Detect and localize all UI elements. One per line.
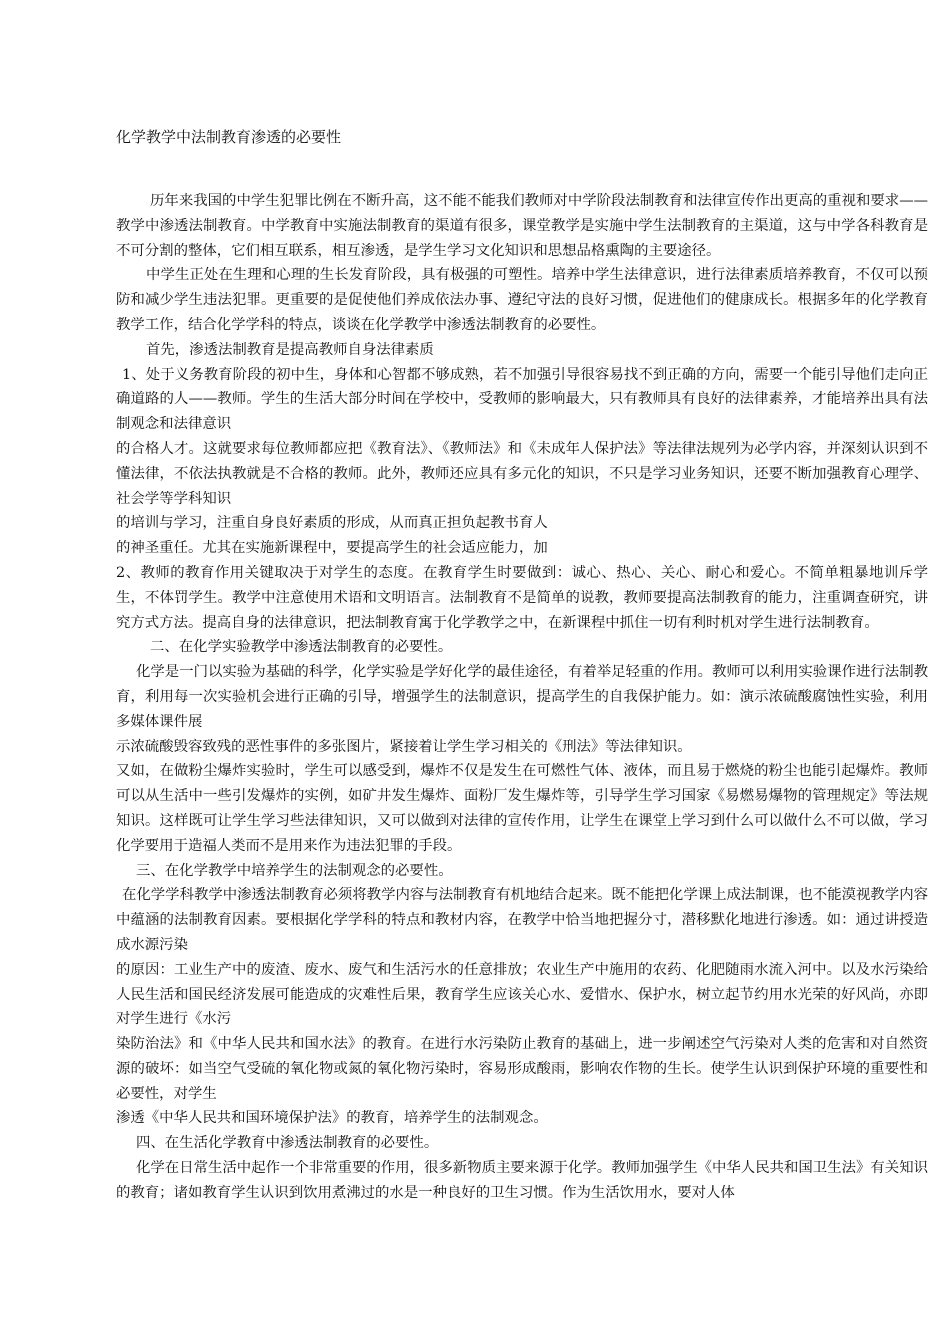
paragraph-students: 中学生正处在生理和心理的生长发育阶段，具有极强的可塑性。培养中学生法律意识，进行法律素质培养教育，不仅可以预防和减少学生违法犯罪。更重要的是促使他们养成依法办事、遵纪守法的良好习惯，促进他们的健康成长。根据多年的化学教育教学工作，结合化学学科的特点，谈谈在化学教学中渗透法制教育的必要性。: [116, 267, 928, 333]
heading-third: 三、在化学教学中培养学生的法制观念的必要性。: [136, 862, 453, 879]
heading-first: 首先，渗透法制教育是提高教师自身法律素质: [146, 341, 434, 358]
paragraph-point-1: 1、处于义务教育阶段的初中生，身体和心智都不够成熟，若不加强引导很容易找不到正确的方向，需要一个能引导他们走向正确道路的人——教师。学生的生活大部分时间在学校中，受教师的影响最大，只有教师具有良好的法律素养，才能培养出具有法制观念和法律意识: [116, 366, 928, 433]
paragraph-continued: 的神圣重任。尤其在实施新课程中，要提高学生的社会适应能力，加: [116, 540, 548, 557]
paragraph-continued: 的培训与学习，注重自身良好素质的形成，从而真正担负起教书育人: [116, 515, 548, 532]
paragraph-experiment: 化学是一门以实验为基础的科学，化学实验是学好化学的最佳途径，有着举足轻重的作用。教师可以利用实验课作进行法制教育，利用每一次实验机会进行正确的引导，增强学生的法制意识，提高学生的自我保护能力。如：演示浓硫酸腐蚀性实验，利用多媒体课件展: [116, 664, 928, 730]
document-page: [116, 126, 928, 1206]
document-title: 化学教学中法制教育渗透的必要性: [116, 128, 342, 146]
heading-fourth: 四、在生活化学教育中渗透法制教育的必要性。: [136, 1135, 439, 1152]
paragraph-continued: 渗透《中华人民共和国环境保护法》的教育，培养学生的法制观念。: [116, 1110, 548, 1127]
heading-second: 二、在化学实验教学中渗透法制教育的必要性。: [150, 639, 453, 656]
paragraph-continued: 的原因：工业生产中的废渣、废水、废气和生活污水的任意排放；农业生产中施用的农药、化肥随雨水流入河中。以及水污染给人民生活和国民经济发展可能造成的灾难性后果，教育学生应该关心水、爱惜水、保护水，树立起节约用水光荣的好风尚，亦即对学生进行《水污: [116, 961, 928, 1028]
paragraph-dust-explosion: 又如，在做粉尘爆炸实验时，学生可以感受到，爆炸不仅是发生在可燃性气体、液体，而且易于燃烧的粉尘也能引起爆炸。教师可以从生活中一些引发爆炸的实例，如矿井发生爆炸、面粉厂发生爆炸等，引导学生学习国家《易燃易爆物的管理规定》等法规知识。这样既可让学生学习些法律知识，又可以做到对法律的宣传作用，让学生在课堂上学习到什么可以做什么不可以做，学习化学要用于造福人类而不是用来作为违法犯罪的手段。: [116, 763, 928, 854]
paragraph-intro: 历年来我国的中学生犯罪比例在不断升高，这不能不能我们教师对中学阶段法制教育和法律宣传作出更高的重视和要求——教学中渗透法制教育。中学教育中实施法制教育的渠道有很多，课堂教学是实施中学生法制教育的主渠道，这与中学各科教育是不可分割的整体，它们相互联系，相互渗透，是学生学习文化知识和思想品格熏陶的主要途径。: [116, 193, 928, 259]
paragraph-continued: 示浓硫酸毁容致残的恶性事件的多张图片，紧接着让学生学习相关的《刑法》等法律知识。: [116, 738, 692, 755]
paragraph-point-2: 2、教师的教育作用关键取决于对学生的态度。在教育学生时要做到：诚心、热心、关心、耐心和爱心。不简单粗暴地训斥学生，不体罚学生。教学中注意使用术语和文明语言。法制教育不是简单的说教，教师要提高法制教育的能力，注重调查研究，讲究方式方法。提高自身的法律意识，把法制教育寓于化学教学之中，在新课程中抓住一切有利时机对学生进行法制教育。: [116, 564, 928, 631]
paragraph-continued: 染防治法》和《中华人民共和国水法》的教育。在进行水污染防止教育的基础上，进一步阐述空气污染对人类的危害和对自然资源的破坏：如当空气受硫的氧化物或氮的氧化物污染时，容易形成酸雨，影响农作物的生长。使学生认识到保护环境的重要性和必要性，对学生: [116, 1036, 928, 1102]
paragraph-daily-life: 化学在日常生活中起作一个非常重要的作用，很多新物质主要来源于化学。教师加强学生《中华人民共和国卫生法》有关知识的教育；诸如教育学生认识到饮用煮沸过的水是一种良好的卫生习惯。作为生活饮用水，要对人体: [116, 1160, 928, 1201]
paragraph-integration: 在化学学科教学中渗透法制教育必须将教学内容与法制教育有机地结合起来。既不能把化学课上成法制课，也不能漠视教学内容中蕴涵的法制教育因素。要根据化学学科的特点和教材内容，在教学中恰当地把握分寸，潜移默化地进行渗透。如：通过讲授造成水源污染: [116, 887, 928, 953]
paragraph-continued: 的合格人才。这就要求每位教师都应把《教育法》、《教师法》和《未成年人保护法》等法律法规列为必学内容，并深刻认识到不懂法律，不依法执教就是不合格的教师。此外，教师还应具有多元化的知识，不只是学习业务知识，还要不断加强教育心理学、社会学等学科知识: [116, 440, 928, 507]
